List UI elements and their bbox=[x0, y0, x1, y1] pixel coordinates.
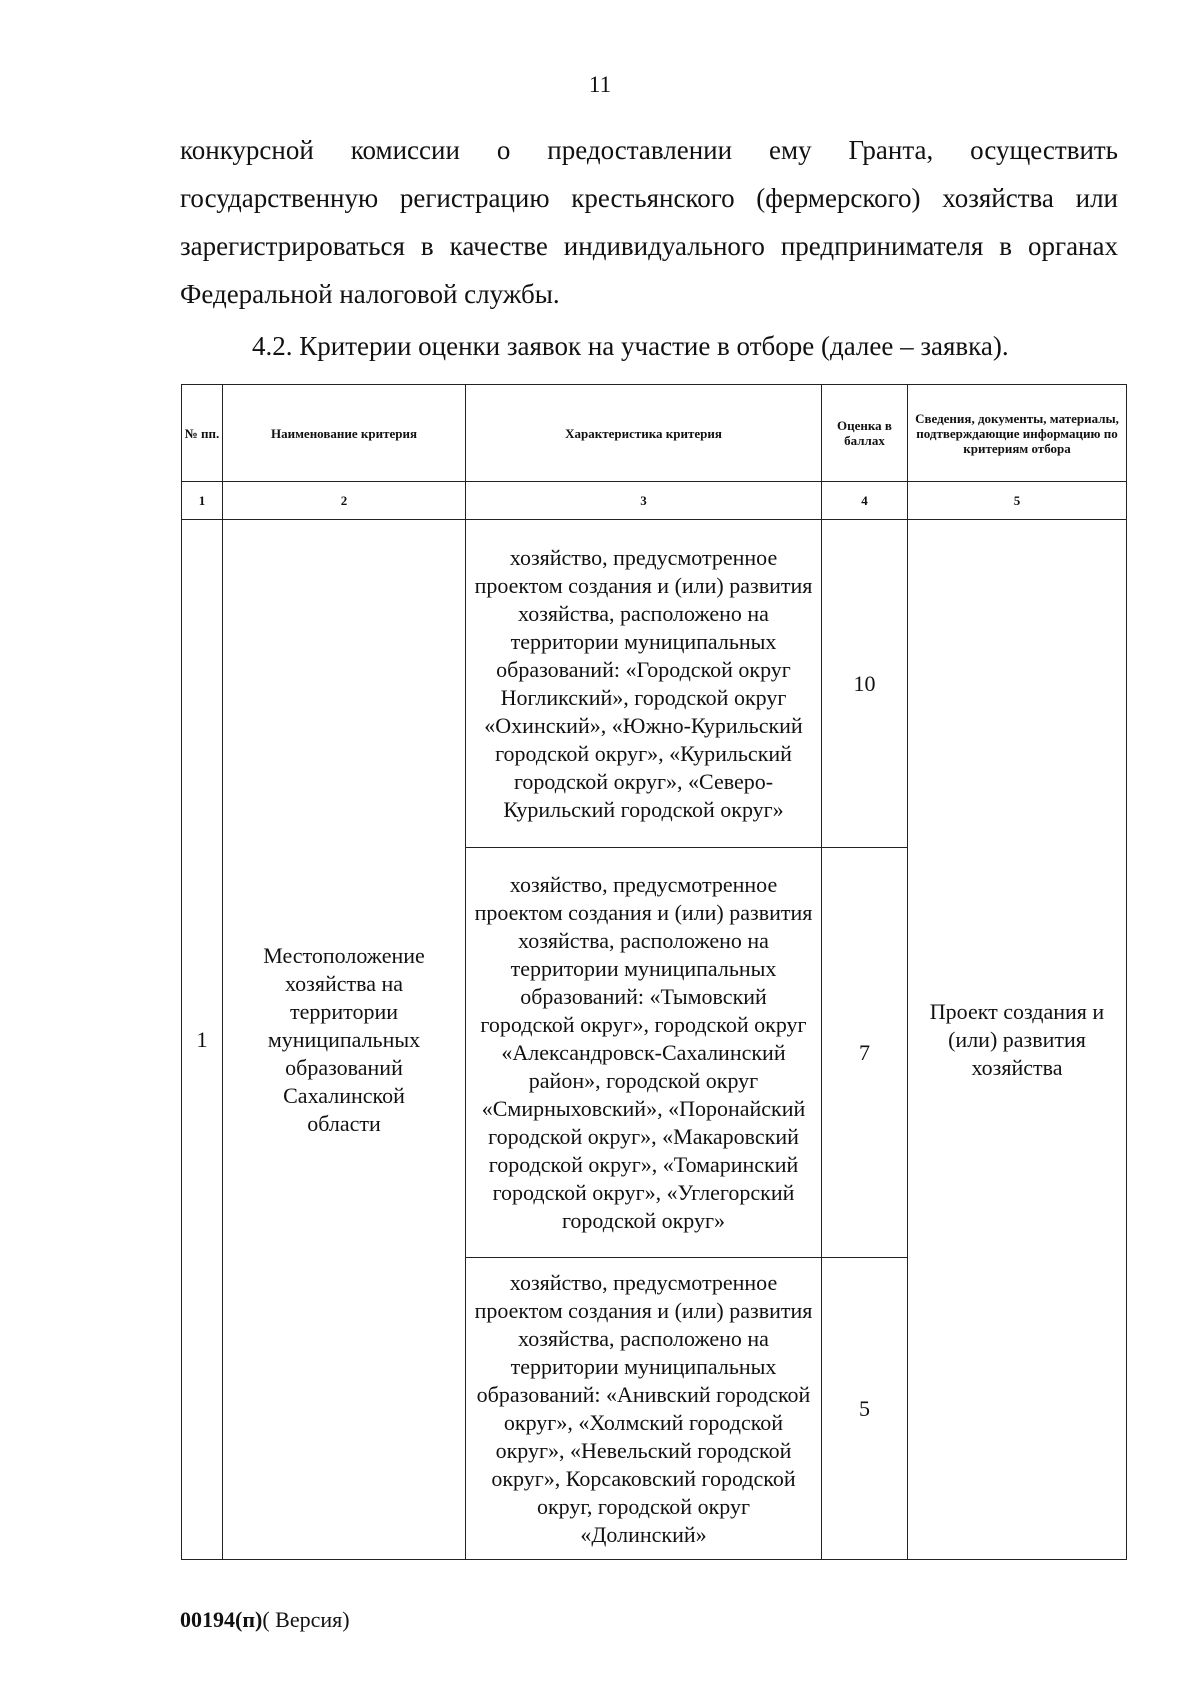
characteristic-cell: хозяйство, предусмотренное проектом создания и (или) развития хозяйства, расположено на территории муниципальных образований: «Тымовский городской округ», городской округ «Александровск-Сахалинский район», городской округ «Смирныховский», «Поронайский городской округ», «Макаровский городской округ», «Томаринский городской округ», «Углегорский городской округ» bbox=[466, 848, 822, 1258]
score-cell: 7 bbox=[822, 848, 908, 1258]
table-header-row bbox=[182, 385, 1127, 482]
score-cell: 5 bbox=[822, 1258, 908, 1560]
document-footer bbox=[180, 1607, 350, 1633]
header-score: Оценка в баллах bbox=[822, 385, 908, 482]
document-code: 00194(п) bbox=[180, 1607, 263, 1632]
document-version: ( Версия) bbox=[262, 1607, 350, 1632]
column-number: 1 bbox=[182, 482, 223, 520]
criterion-name: Местоположение хозяйства на территории муниципальных образований Сахалинской области bbox=[223, 520, 466, 1560]
body-paragraph bbox=[180, 126, 1118, 318]
characteristic-cell: хозяйство, предусмотренное проектом создания и (или) развития хозяйства, расположено на территории муниципальных образований: «Анивский городской округ», «Холмский городской округ», «Невельский городской округ», Корсаковский городской округ, городской округ «Долинский» bbox=[466, 1258, 822, 1560]
header-evidence: Сведения, документы, материалы, подтверждающие информацию по критериям отбора bbox=[908, 385, 1127, 482]
page-number: 11 bbox=[588, 72, 612, 97]
criteria-table bbox=[181, 384, 1127, 1560]
table-column-numbers-row bbox=[182, 482, 1127, 520]
header-criterion-name: Наименование критерия bbox=[223, 385, 466, 482]
column-number: 4 bbox=[822, 482, 908, 520]
column-number: 2 bbox=[223, 482, 466, 520]
table-row bbox=[182, 520, 1127, 848]
paragraph-line: Федеральной налоговой службы. bbox=[180, 279, 560, 309]
row-number: 1 bbox=[182, 520, 223, 1560]
paragraph-line: конкурсной комиссии о предоставлении ему Гранта, осуществить bbox=[180, 135, 1118, 165]
column-number: 5 bbox=[908, 482, 1127, 520]
section-heading: 4.2. Критерии оценки заявок на участие в отборе (далее – заявка). bbox=[252, 331, 1009, 361]
header-number: № пп. bbox=[182, 385, 223, 482]
column-number: 3 bbox=[466, 482, 822, 520]
header-characteristic: Характеристика критерия bbox=[466, 385, 822, 482]
characteristic-cell: хозяйство, предусмотренное проектом создания и (или) развития хозяйства, расположено на территории муниципальных образований: «Городской округ Ногликский», городской округ «Охинский», «Южно-Курильский городской округ», «Курильский городской округ», «Северо-Курильский городской округ» bbox=[466, 520, 822, 848]
paragraph-line: зарегистрироваться в качестве индивидуального предпринимателя в органах bbox=[180, 231, 1118, 261]
paragraph-line: государственную регистрацию крестьянского (фермерского) хозяйства или bbox=[180, 183, 1118, 213]
score-cell: 10 bbox=[822, 520, 908, 848]
evidence-cell: Проект создания и (или) развития хозяйства bbox=[908, 520, 1127, 1560]
